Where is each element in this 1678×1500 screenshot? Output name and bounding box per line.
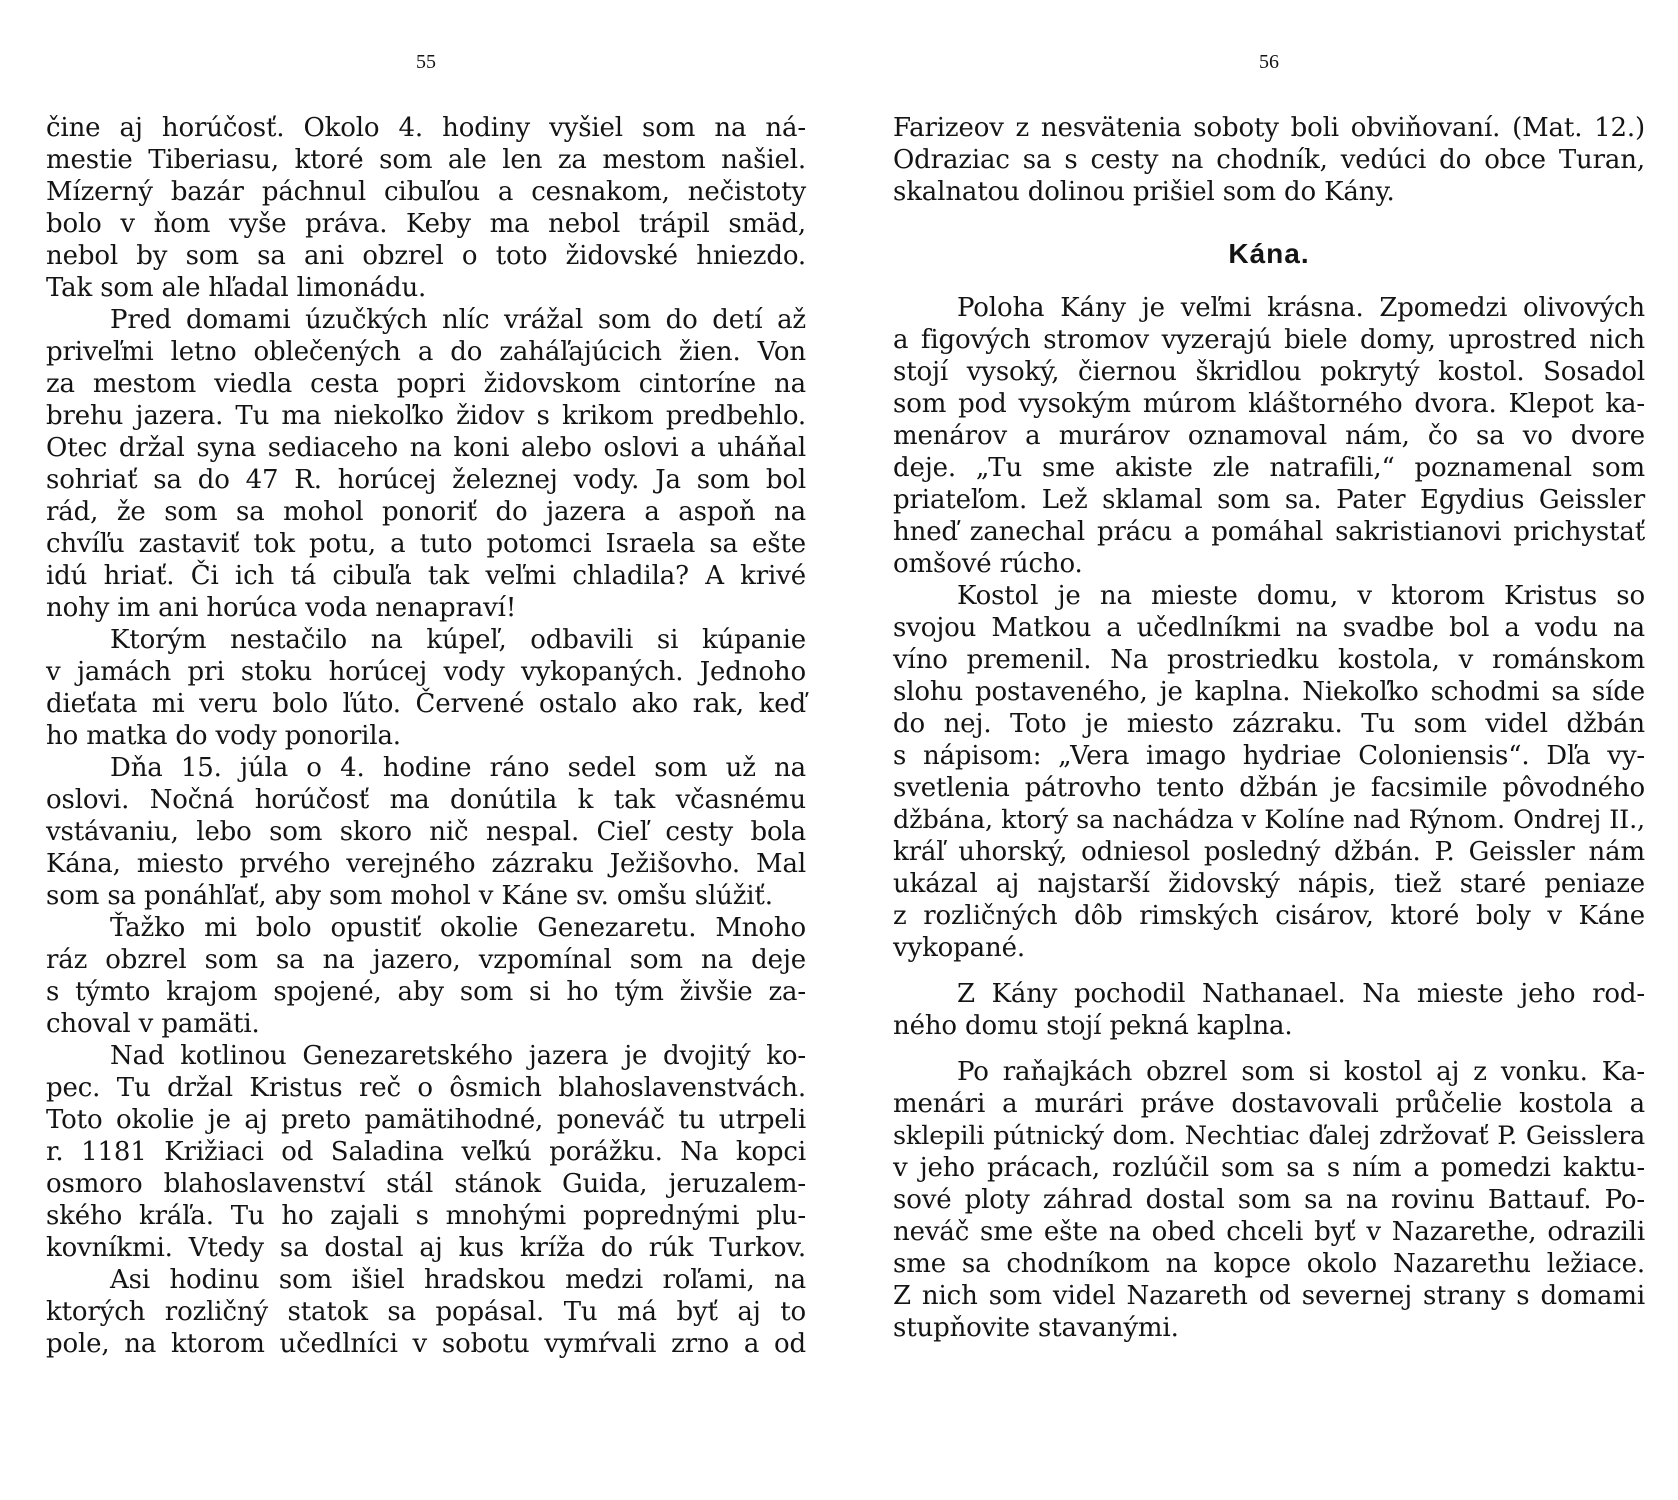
text-line: dieťata mi veru bolo ľúto. Červené ostalo ako rak, keď <box>46 689 806 719</box>
text-line: s týmto krajom spojené, aby som si ho tým živšie za- <box>46 977 806 1007</box>
text-line: menári a murári práve dostavovali průčelie kostola a <box>893 1089 1645 1119</box>
text-line: do nej. Toto je miesto zázraku. Tu som videl džbán <box>893 709 1645 739</box>
text-line: brehu jazera. Tu ma niekoľko židov s krikom predbehlo. <box>46 401 806 431</box>
text-line: nebol by som sa ani obzrel o toto židovské hniezdo. <box>46 241 806 271</box>
text-line: sme sa chodníkom na kopce okolo Nazarethu ležiace. <box>893 1249 1645 1279</box>
text-line: ráz obzrel som sa na jazero, vzpomínal som na deje <box>46 945 806 975</box>
text-line: ktorých rozličný statok sa popásal. Tu má byť aj to <box>46 1297 806 1327</box>
text-line: neváč sme ešte na obed chceli byť v Nazarethe, odrazili <box>893 1217 1645 1247</box>
text-line: mestie Tiberiasu, ktoré som ale len za mestom našiel. <box>46 145 806 175</box>
paragraph-gap <box>893 1042 1645 1056</box>
text-line: ho matka do vody ponorila. <box>46 721 401 751</box>
text-line: slohu postaveného, je kaplna. Niekoľko schodmi sa síde <box>893 677 1645 707</box>
text-line: Po raňajkách obzrel som si kostol aj z vonku. Ka- <box>957 1057 1645 1087</box>
text-line: Ktorým nestačilo na kúpeľ, odbavili si kúpanie <box>110 625 806 655</box>
left-page-text <box>46 112 806 1360</box>
text-line: víno premenil. Na prostriedku kostola, v románskom <box>893 645 1645 675</box>
text-line: som sa ponáhľať, aby som mohol v Káne sv. omšu slúžiť. <box>46 881 773 911</box>
text-line: rád, že som sa mohol ponoriť do jazera a aspoň na <box>46 497 806 527</box>
text-line: som pod vysokým múrom kláštorného dvora. Klepot ka- <box>893 389 1645 419</box>
right-page-text <box>893 112 1645 1344</box>
text-line: vykopané. <box>893 933 1025 963</box>
text-line: pole, na ktorom učedlníci v sobotu vymŕvali zrno a od <box>46 1329 806 1359</box>
text-line: Poloha Kány je veľmi krásna. Zpomedzi olivových <box>957 293 1645 323</box>
text-line: Z nich som videl Nazareth od severnej strany s domami <box>893 1281 1645 1311</box>
text-line: Nad kotlinou Genezaretského jazera je dvojitý ko- <box>110 1041 806 1071</box>
text-line: svetlenia pátrovho tento džbán je facsimile pôvodného <box>893 773 1645 803</box>
text-line: ukázal aj najstarší židovský nápis, tiež staré peniaze <box>893 869 1645 899</box>
text-line: Mízerný bazár páchnul cibuľou a cesnakom, nečistoty <box>46 177 806 207</box>
text-line: priveľmi letno oblečených a do zaháľajúcich žien. Von <box>46 337 806 367</box>
text-line: choval v pamäti. <box>46 1009 260 1039</box>
text-line: z rozličných dôb rimských cisárov, ktoré boly v Káne <box>893 901 1645 931</box>
text-line: vstávaniu, lebo som skoro nič nespal. Cieľ cesty bola <box>46 817 806 847</box>
text-line: Toto okolie je aj preto pamätihodné, poneváč tu utrpeli <box>46 1105 806 1135</box>
text-line: oslovi. Nočná horúčosť ma donútila k tak včasnému <box>46 785 806 815</box>
paragraph-gap <box>893 964 1645 978</box>
text-line: deje. „Tu sme akiste zle natrafili,“ poznamenal som <box>893 453 1645 483</box>
text-line: osmoro blahoslavenství stál stánok Guida, jeruzalem- <box>46 1169 806 1199</box>
text-line: v jamách pri stoku horúcej vody vykopaných. Jednoho <box>46 657 806 687</box>
text-line: stojí vysoký, čiernou škridlou pokrytý kostol. Sosadol <box>893 357 1645 387</box>
text-line: Farizeov z nesvätenia soboty boli obviňovaní. (Mat. 12.) <box>893 113 1645 143</box>
text-line: v jeho prácach, rozlúčil som sa s ním a pomedzi kaktu- <box>893 1153 1645 1183</box>
text-line: s nápisom: „Vera imago hydriae Coloniensis“. Dľa vy- <box>893 741 1645 771</box>
text-line: Kána, miesto prvého verejného zázraku Ježišovho. Mal <box>46 849 806 879</box>
text-line: stupňovite stavanými. <box>893 1313 1179 1343</box>
text-line: svojou Matkou a učedlníkmi na svadbe bol a vodu na <box>893 613 1645 643</box>
text-line: Z Kány pochodil Nathanael. Na mieste jeho rod- <box>957 979 1645 1009</box>
text-line: džbána, ktorý sa nachádza v Kolíne nad Rýnom. Ondrej II., <box>893 805 1645 835</box>
page-number-left: 55 <box>416 51 436 73</box>
text-line: r. 1181 Križiaci od Saladina veľkú porážku. Na kopci <box>46 1137 806 1167</box>
text-line: ného domu stojí pekná kaplna. <box>893 1011 1293 1041</box>
text-line: pec. Tu držal Kristus reč o ôsmich blahoslavenstvách. <box>46 1073 806 1103</box>
text-line: Otec držal syna sediaceho na koni alebo oslovi a uháňal <box>46 433 806 463</box>
text-line: bolo v ňom vyše práva. Keby ma nebol trápil smäd, <box>46 209 806 239</box>
text-line: kovníkmi. Vtedy sa dostal aj kus kríža do rúk Turkov. <box>46 1233 806 1263</box>
text-line: čine aj horúčosť. Okolo 4. hodiny vyšiel som na ná- <box>46 113 806 143</box>
text-line: a figových stromov vyzerajú biele domy, uprostred nich <box>893 325 1645 355</box>
section-heading: Kána. <box>1228 238 1310 269</box>
text-line: idú hriať. Či ich tá cibuľa tak veľmi chladila? A krivé <box>46 561 806 591</box>
text-line: menárov a murárov oznamoval nám, čo sa vo dvore <box>893 421 1645 451</box>
text-line: Dňa 15. júla o 4. hodine ráno sedel som už na <box>110 753 806 783</box>
text-line: Tak som ale hľadal limonádu. <box>46 273 427 303</box>
text-line: sohriať sa do 47 R. horúcej železnej vody. Ja som bol <box>46 465 806 495</box>
text-line: kráľ uhorský, odniesol posledný džbán. P. Geissler nám <box>893 837 1645 867</box>
text-line: sklepili pútnický dom. Nechtiac ďalej zdržovať P. Geisslera <box>893 1121 1645 1151</box>
text-line: Asi hodinu som išiel hradskou medzi roľami, na <box>110 1265 806 1295</box>
text-line: chvíľu zastaviť tok potu, a tuto potomci Israela sa ešte <box>46 529 806 559</box>
text-line: skalnatou dolinou prišiel som do Kány. <box>893 177 1395 207</box>
text-line: priateľom. Lež sklamal som sa. Pater Egydius Geissler <box>893 485 1645 515</box>
text-line: Odraziac sa s cesty na chodník, vedúci do obce Turan, <box>893 145 1645 175</box>
text-line: Ťažko mi bolo opustiť okolie Genezaretu. Mnoho <box>110 913 806 943</box>
text-line: Kostol je na mieste domu, v ktorom Kristus so <box>957 581 1645 611</box>
text-line: omšové rúcho. <box>893 549 1083 579</box>
text-line: hneď zanechal prácu a pomáhal sakristianovi prichystať <box>893 517 1645 547</box>
page-number-right: 56 <box>1259 51 1279 73</box>
text-line: nohy im ani horúca voda nenapraví! <box>46 593 517 623</box>
text-line: sové ploty záhrad dostal som sa na rovinu Battauf. Po- <box>893 1185 1645 1215</box>
text-line: Pred domami úzučkých nlíc vrážal som do detí až <box>110 305 806 335</box>
text-line: za mestom viedla cesta popri židovskom cintoríne na <box>46 369 806 399</box>
text-line: ského kráľa. Tu ho zajali s mnohými poprednými plu- <box>46 1201 806 1231</box>
